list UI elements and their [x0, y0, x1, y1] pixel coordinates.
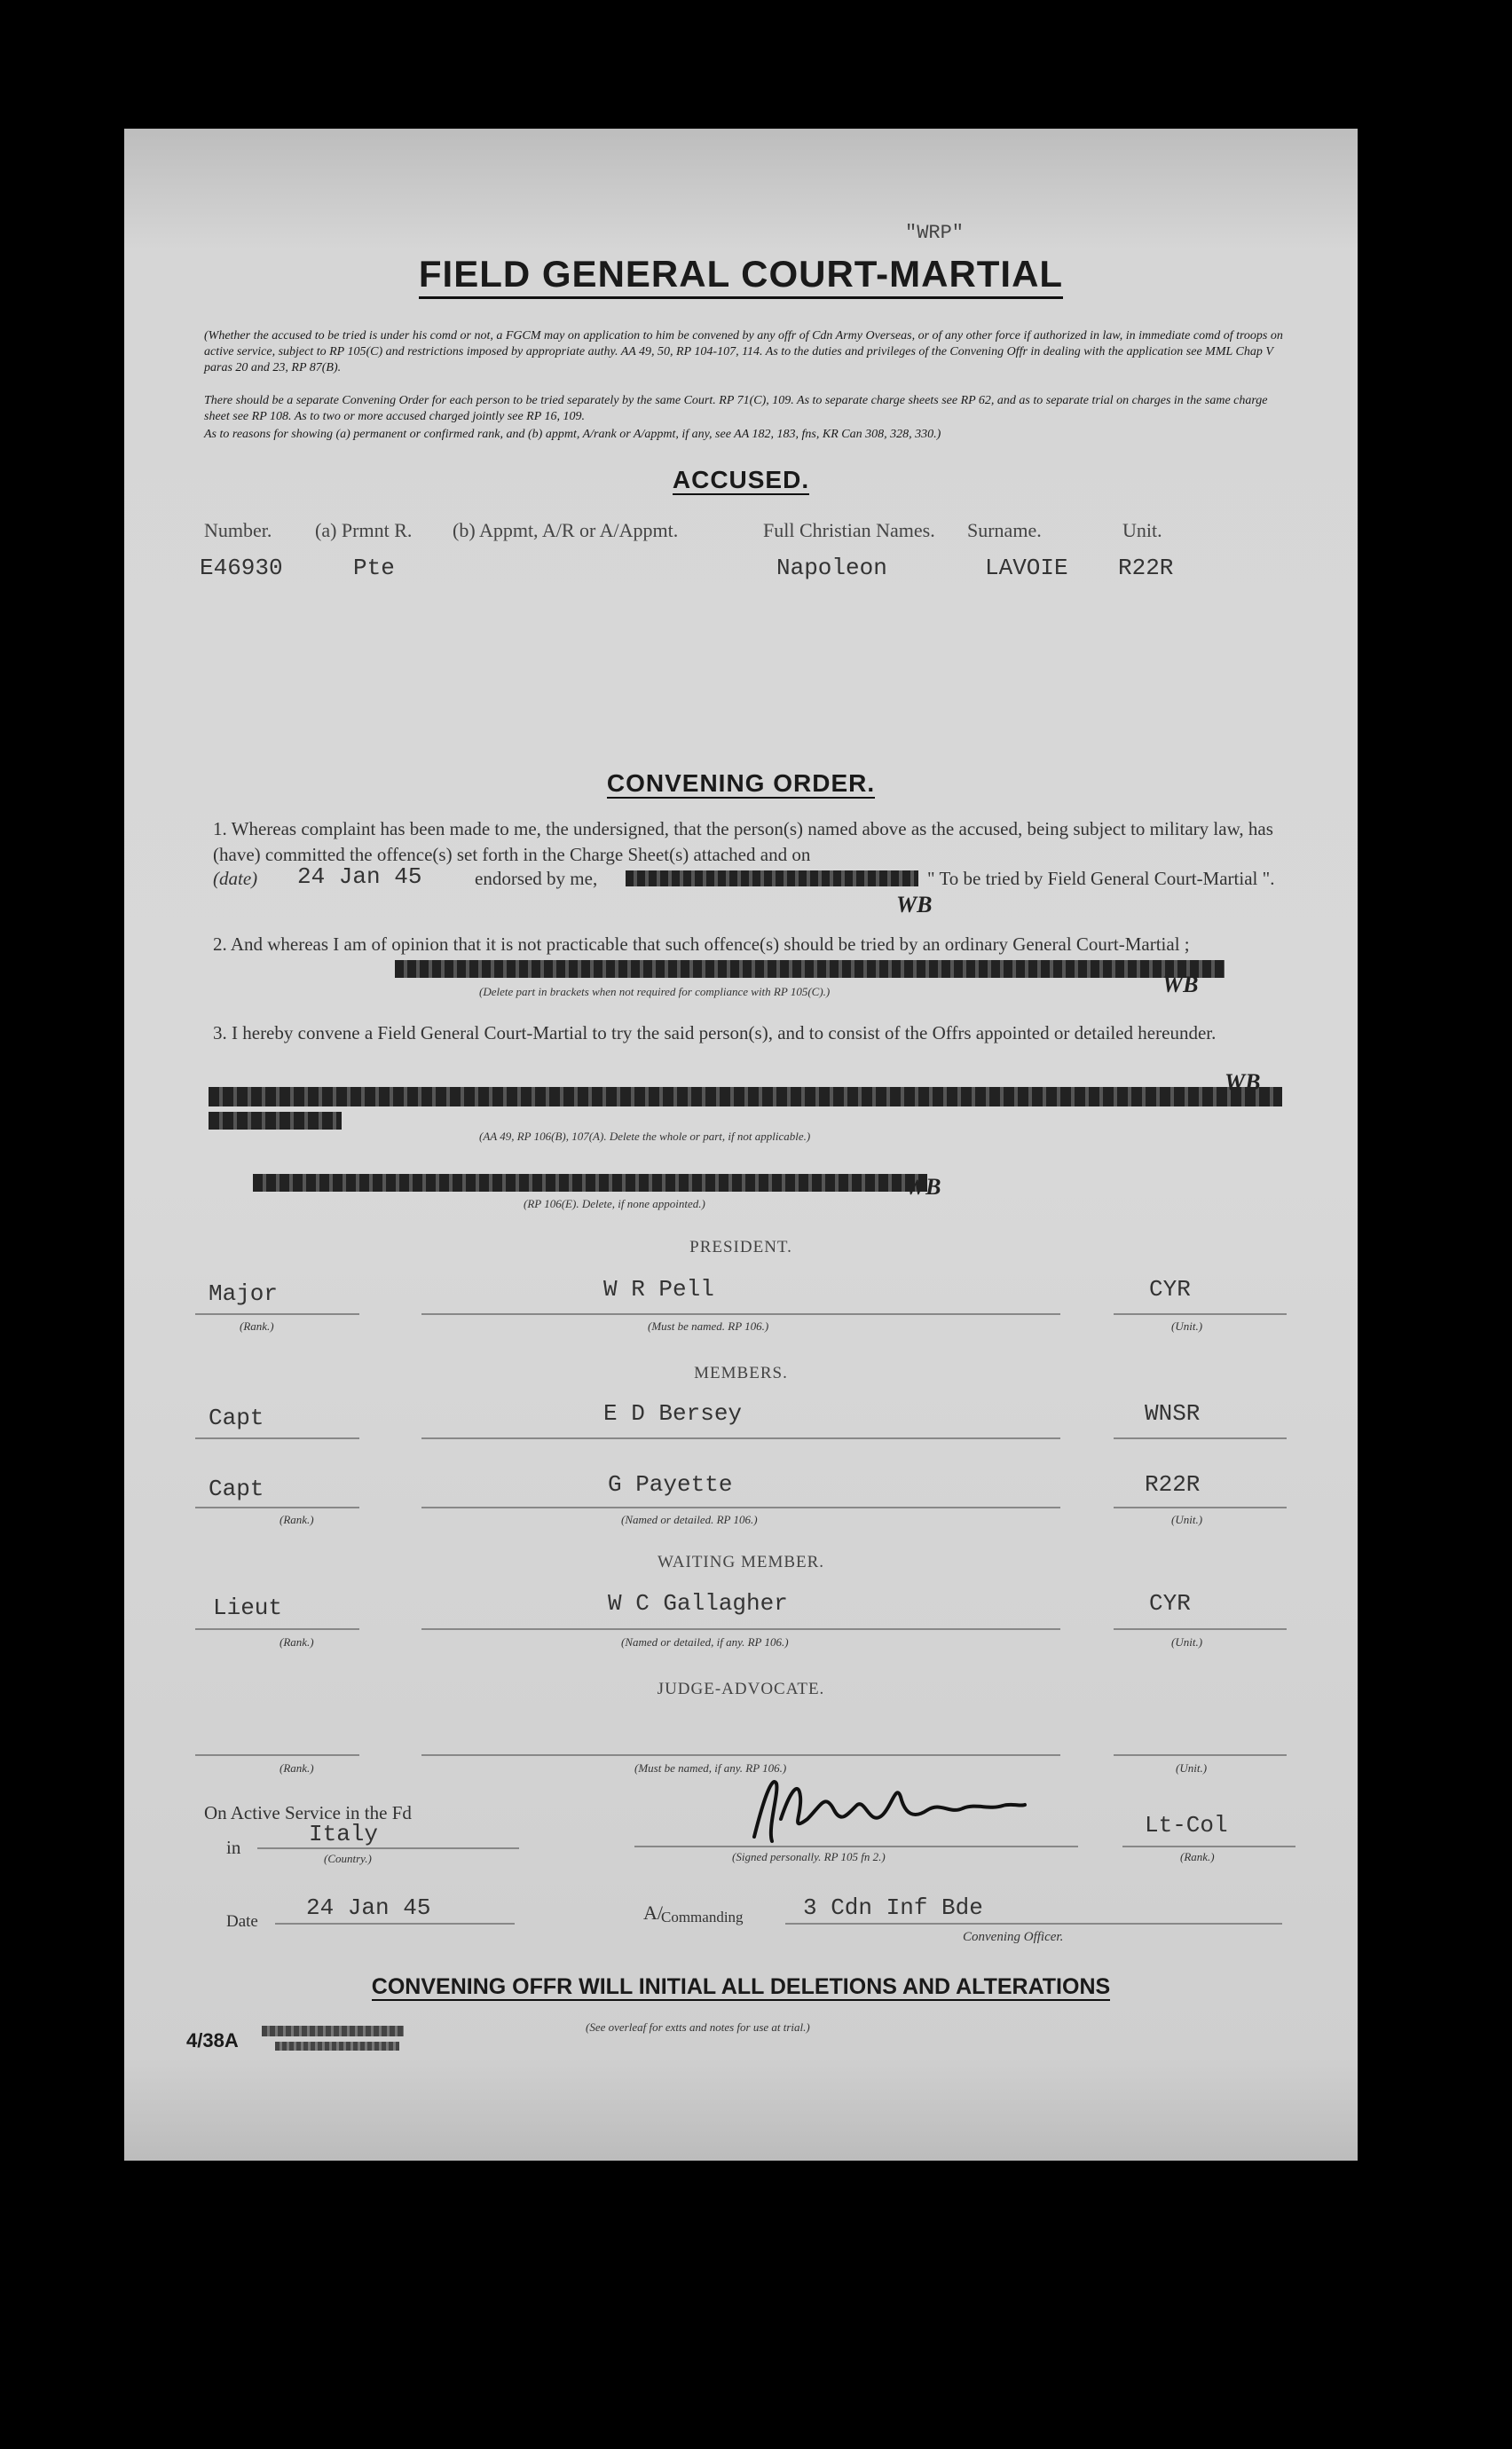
convening-order-heading: CONVENING ORDER. — [606, 769, 876, 797]
waiting-member-label: WAITING MEMBER. — [657, 1553, 825, 1571]
judge-advocate-label: JUDGE-ADVOCATE. — [657, 1680, 825, 1698]
member-rank-caption: (Rank.) — [280, 1513, 314, 1526]
commanding-line — [785, 1923, 1282, 1925]
initials-mark: WB — [905, 1174, 941, 1200]
name-line — [421, 1313, 1060, 1315]
footer-instruction: CONVENING OFFR WILL INITIAL ALL DELETIONS AND ALTERATIONS — [371, 1974, 1111, 1999]
commanding-label: Commanding — [661, 1909, 744, 1925]
president-name-caption: (Must be named. RP 106.) — [648, 1319, 769, 1333]
member-2-name: G Payette — [608, 1471, 733, 1498]
form-page — [124, 129, 1358, 2161]
accused-unit: R22R — [1118, 555, 1174, 581]
waiting-member-name: W C Gallagher — [608, 1590, 788, 1617]
strikeout-mark — [209, 1112, 342, 1130]
in-label: in — [226, 1837, 241, 1858]
ja-unit-caption: (Unit.) — [1176, 1761, 1208, 1775]
member-unit-caption: (Unit.) — [1171, 1513, 1203, 1526]
name-line — [421, 1628, 1060, 1630]
president-name: W R Pell — [603, 1276, 714, 1303]
paragraph-1-to-be-tried: " To be tried by Field General Court-Martial ". — [927, 868, 1275, 889]
see-overleaf-note: (See overleaf for extts and notes for use at trial.) — [586, 2020, 810, 2034]
president-label: PRESIDENT. — [689, 1238, 792, 1256]
wrp-stamp: "WRP" — [905, 222, 965, 244]
name-line — [421, 1507, 1060, 1508]
accused-rank: Pte — [353, 555, 395, 581]
rank-line — [195, 1754, 359, 1756]
col-appmt: (b) Appmt, A/R or A/Appmt. — [453, 519, 679, 541]
initials-mark: WB — [1162, 972, 1199, 997]
accused-names: Napoleon — [776, 555, 887, 581]
form-title: FIELD GENERAL COURT-MARTIAL — [124, 253, 1358, 295]
rank-caption: (Rank.) — [1180, 1850, 1215, 1863]
initials-mark: WB — [1225, 1069, 1261, 1095]
waiting-member-rank: Lieut — [213, 1595, 283, 1621]
initials-mark: WB — [896, 892, 933, 917]
member-2-unit: R22R — [1145, 1471, 1201, 1498]
name-line — [421, 1754, 1060, 1756]
signature-line — [634, 1846, 1078, 1847]
rank-line — [195, 1437, 359, 1439]
unit-line — [1114, 1437, 1287, 1439]
col-number: Number. — [204, 519, 272, 541]
convening-officer-caption: Convening Officer. — [963, 1930, 1064, 1944]
rank-line — [195, 1628, 359, 1630]
rank-line — [195, 1313, 359, 1315]
form-number: 4/38A — [186, 2029, 239, 2051]
col-unit: Unit. — [1122, 519, 1162, 541]
active-service-label: On Active Service in the Fd — [204, 1802, 412, 1823]
form-reference-mark — [275, 2042, 399, 2051]
president-unit: CYR — [1149, 1276, 1191, 1303]
unit-line — [1114, 1628, 1287, 1630]
member-name-caption: (Named or detailed. RP 106.) — [621, 1513, 758, 1526]
unit-line — [1114, 1507, 1287, 1508]
rank-line — [195, 1507, 359, 1508]
country-caption: (Country.) — [324, 1852, 372, 1865]
waiting-unit-caption: (Unit.) — [1171, 1635, 1203, 1649]
unit-line — [1114, 1754, 1287, 1756]
date-line — [275, 1923, 515, 1925]
aa-note: (AA 49, RP 106(B), 107(A). Delete the whole or part, if not applicable.) — [479, 1130, 811, 1143]
president-unit-caption: (Unit.) — [1171, 1319, 1203, 1333]
paragraph-1: 1. Whereas complaint has been made to me, the undersigned, that the person(s) named above as the accused, being subject to military law, has (have) committed the offence(s) set forth in the Charge Sheet(s) attached and on — [213, 818, 1273, 865]
member-1-name: E D Bersey — [603, 1400, 743, 1427]
signoff-rank: Lt-Col — [1145, 1812, 1228, 1839]
col-christian-names: Full Christian Names. — [763, 519, 935, 541]
paragraph-1-date-label: (date) — [213, 868, 258, 889]
accused-surname: LAVOIE — [985, 555, 1068, 581]
rp-note: (RP 106(E). Delete, if none appointed.) — [524, 1197, 705, 1210]
strikeout-mark — [253, 1174, 927, 1192]
country-value: Italy — [309, 1821, 379, 1847]
paragraph-2-note: (Delete part in brackets when not required for compliance with RP 105(C).) — [479, 985, 831, 998]
paragraph-1-endorsed: endorsed by me, — [475, 868, 598, 889]
members-label: MEMBERS. — [694, 1364, 788, 1382]
waiting-rank-caption: (Rank.) — [280, 1635, 314, 1649]
paragraph-1-date: 24 Jan 45 — [297, 863, 422, 890]
paragraph-3: 3. I hereby convene a Field General Court-Martial to try the said person(s), and to consist of the Offrs appointed or detailed hereunder. — [213, 1022, 1217, 1043]
strikeout-mark — [209, 1087, 1282, 1106]
country-line — [257, 1847, 519, 1849]
date-value: 24 Jan 45 — [306, 1894, 431, 1921]
unit-line — [1114, 1313, 1287, 1315]
president-rank-caption: (Rank.) — [240, 1319, 274, 1333]
member-2-rank: Capt — [209, 1476, 264, 1502]
member-1-rank: Capt — [209, 1405, 264, 1431]
waiting-member-unit: CYR — [1149, 1590, 1191, 1617]
form-reference-mark — [262, 2026, 404, 2036]
strikeout-mark — [395, 960, 1225, 978]
ja-rank-caption: (Rank.) — [280, 1761, 314, 1775]
signed-caption: (Signed personally. RP 105 fn 2.) — [732, 1850, 886, 1863]
instruction-note-3: As to reasons for showing (a) permanent or confirmed rank, and (b) appmt, A/rank or A/appmt, if any, see AA 182, 183, fns, KR Can 308, 328, 330.) — [204, 428, 941, 441]
col-surname: Surname. — [967, 519, 1042, 541]
member-1-unit: WNSR — [1145, 1400, 1201, 1427]
accused-heading: ACCUSED. — [672, 466, 810, 493]
accused-number: E46930 — [200, 555, 283, 581]
paragraph-2: 2. And whereas I am of opinion that it is not practicable that such offence(s) should be tried by an ordinary General Court-Martial ; — [213, 933, 1190, 955]
name-line — [421, 1437, 1060, 1439]
commanding-value: 3 Cdn Inf Bde — [803, 1894, 983, 1921]
commanding-prefix: A/ — [643, 1902, 663, 1924]
president-rank: Major — [209, 1280, 279, 1307]
ja-name-caption: (Must be named, if any. RP 106.) — [634, 1761, 787, 1775]
instruction-note-2: There should be a separate Convening Order for each person to be tried separately by the same Court. RP 71(C), 109. As to separate charge sheets see RP 62, and as to separate trial on charges in the same charge sheet see RP 108. As to two or more accused charged jointly see RP 16, 109. — [204, 394, 1268, 423]
rank-line — [1122, 1846, 1295, 1847]
signature — [736, 1766, 1029, 1850]
col-prmnt-rank: (a) Prmnt R. — [315, 519, 413, 541]
waiting-name-caption: (Named or detailed, if any. RP 106.) — [621, 1635, 789, 1649]
date-label: Date — [226, 1912, 258, 1931]
strikeout-mark — [626, 870, 918, 886]
instruction-note-1: (Whether the accused to be tried is under his comd or not, a FGCM may on application to him be convened by any offr of Cdn Army Overseas, or of any other force if authorized in law, in immediate comd of troops on active service, subject to RP 105(C) and restrictions imposed by appropriate authy. AA 49, 50, RP 104-107, 114. As to the duties and privileges of the Convening Offr in dealing with the application see MML Chap V paras 20 and 23, RP 87(B). — [204, 329, 1283, 374]
